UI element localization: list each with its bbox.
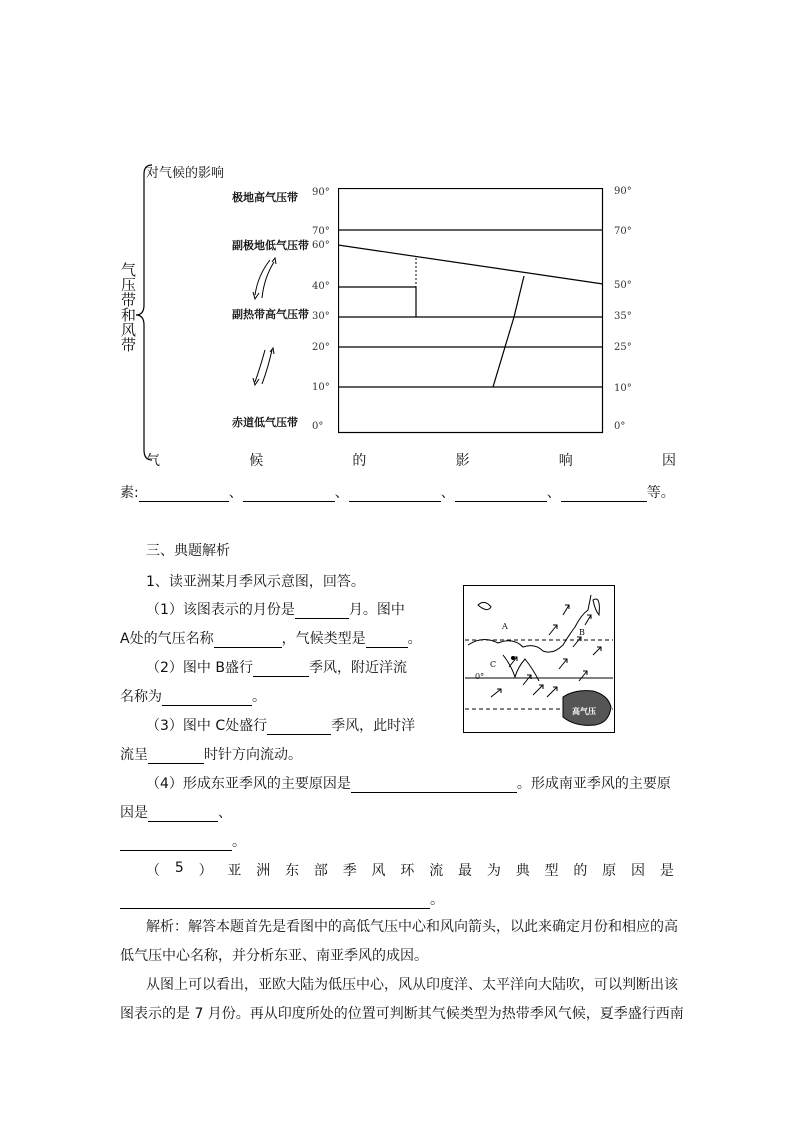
q1-1-text: 月。图中 [348, 602, 405, 618]
q1-4-text: 。形成南亚季风的主要原 [516, 776, 671, 792]
factor-blank-3[interactable] [349, 487, 441, 502]
south-asia-cause-blank-1[interactable] [148, 807, 218, 822]
q1-5-char: 5 [174, 860, 184, 876]
pressure-label-equatorial-low: 赤道低气压带 [232, 416, 298, 429]
factors-char: 候 [249, 453, 264, 469]
q1-5-char: 洲 [256, 863, 271, 879]
q1-5-end: 。 [430, 892, 444, 908]
left-degree-90: 90° [312, 187, 330, 198]
left-degree-20: 20° [312, 342, 330, 353]
separator: 、 [546, 485, 561, 501]
q1-4-text: 。 [232, 834, 246, 850]
q1-5-char: 季 [342, 863, 357, 879]
diagram-heading: 对气候的影响 [146, 166, 225, 181]
section-title: 三、典题解析 [146, 543, 230, 559]
monsoon-b-blank[interactable] [253, 662, 309, 677]
q1-part3-line1 [146, 715, 415, 735]
pressure-label-polar-high: 极地高气压带 [232, 191, 298, 204]
map-label-high: 高气压 [572, 707, 596, 716]
q1-part2-line1 [146, 657, 407, 677]
q1-5-char: 环 [400, 863, 415, 879]
q1-intro: 1、读亚洲某月季风示意图，回答。 [146, 574, 365, 590]
left-degree-30: 30° [312, 311, 330, 322]
q1-part1-line2 [120, 628, 422, 648]
factor-blank-1[interactable] [139, 487, 229, 502]
analysis-p1b: 低气压中心名称，并分析东亚、南亚季风的成因。 [120, 948, 428, 964]
q1-5-char: ） [198, 863, 213, 879]
pressure-label-subtropical-high: 副热带高气压带 [232, 308, 309, 321]
side-title: 气压带和风带 [119, 262, 137, 352]
q1-5-char: 风 [371, 863, 386, 879]
map-label-equator: 0° [475, 672, 485, 681]
factors-char: 气 [146, 453, 160, 469]
pressure-belt-diagram [338, 188, 604, 434]
q1-1-text: 。 [407, 631, 422, 647]
shift-arrows-icon [240, 200, 290, 420]
q1-3-text: 时针方向流动。 [204, 747, 302, 763]
factors-char: 影 [455, 453, 470, 469]
q1-5-char: 东 [285, 863, 300, 879]
factors-char: 因 [661, 453, 676, 469]
pressure-label-subpolar-low: 副极地低气压带 [232, 239, 309, 252]
q1-1-text: ，气候类型是 [281, 631, 366, 647]
climate-type-blank[interactable] [366, 633, 408, 648]
left-degree-0: 0° [312, 421, 324, 432]
right-degree-35: 35° [614, 311, 632, 322]
factors-spread-line [146, 450, 676, 470]
q1-5-char: 最 [458, 863, 473, 879]
separator: 、 [228, 485, 243, 501]
monsoon-c-blank[interactable] [267, 720, 331, 735]
pressure-name-blank[interactable] [214, 633, 282, 648]
q1-5-char: 是 [659, 863, 674, 879]
q1-3-text: 季风，此时洋 [331, 718, 416, 734]
factors-blanks-line [120, 482, 675, 502]
map-label-b: B [579, 628, 585, 637]
q1-1-text: A处的气压名称 [120, 631, 214, 647]
right-degree-10: 10° [614, 383, 632, 394]
q1-5-char: 流 [429, 863, 444, 879]
right-degree-0: 0° [614, 421, 626, 432]
q1-2-text: 名称为 [120, 689, 162, 705]
q1-5-char: 部 [313, 863, 328, 879]
q1-5-char: 为 [486, 863, 501, 879]
q1-part3-line2 [120, 744, 302, 764]
q1-5-char: 亚 [227, 863, 242, 879]
current-name-blank[interactable] [162, 691, 252, 706]
q1-3-text: （3）图中 C处盛行 [146, 718, 268, 734]
map-label-c: C [490, 660, 497, 669]
factors-char: 响 [558, 453, 573, 469]
q1-3-text: 流呈 [120, 747, 148, 763]
right-degree-50: 50° [614, 280, 632, 291]
right-degree-70: 70° [614, 226, 632, 237]
q1-5-char: 原 [602, 863, 617, 879]
left-degree-60: 60° [312, 240, 330, 251]
q1-2-text: 季风，附近洋流 [308, 660, 407, 676]
q1-5-char: 典 [515, 863, 530, 879]
q1-part5-line2 [120, 889, 444, 909]
south-asia-cause-blank-2[interactable] [120, 836, 232, 851]
separator: 、 [440, 485, 455, 501]
factors-char: 的 [352, 453, 367, 469]
left-degree-10: 10° [312, 382, 330, 393]
analysis-p2b: 图表示的是 7 月份。再从印度所处的位置可判断其气候类型为热带季风气候，夏季盛行西南 [120, 1006, 684, 1022]
factor-blank-5[interactable] [561, 487, 647, 502]
q1-4-text: 、 [218, 805, 232, 821]
month-blank[interactable] [295, 604, 349, 619]
factor-blank-4[interactable] [455, 487, 547, 502]
q1-part5-spread [146, 860, 674, 880]
east-asia-cause-blank[interactable] [351, 778, 517, 793]
analysis-p2: 从图上可以看出，亚欧大陆为低压中心，风从印度洋、太平洋向大陆吹，可以判断出该 [146, 977, 678, 993]
factor-blank-2[interactable] [243, 487, 335, 502]
left-degree-70: 70° [312, 226, 330, 237]
q1-1-text: （1）该图表示的月份是 [146, 602, 295, 618]
q1-5-char: 的 [573, 863, 588, 879]
q1-part4-line3 [120, 831, 246, 851]
q1-part4-line2 [120, 802, 232, 822]
q1-5-char: 因 [631, 863, 645, 879]
q1-part2-line2 [120, 686, 266, 706]
q1-5-char: （ [146, 863, 160, 879]
q1-4-text: 因是 [120, 805, 148, 821]
map-label-a: A [502, 622, 508, 631]
q1-2-text: 。 [252, 689, 266, 705]
analysis-p1: 解析：解答本题首先是看图中的高低气压中心和风向箭头，以此来确定月份和相应的高 [146, 919, 678, 935]
right-degree-25: 25° [614, 342, 632, 353]
q1-2-text: （2）图中 B盛行 [146, 660, 253, 676]
left-degree-40: 40° [312, 281, 330, 292]
factors-prefix: 素: [120, 485, 139, 501]
separator: 、 [334, 485, 349, 501]
q1-4-text: （4）形成东亚季风的主要原因是 [146, 776, 351, 792]
factors-suffix: 等。 [646, 485, 675, 501]
clockwise-blank[interactable] [148, 749, 204, 764]
q1-part4-line1 [146, 773, 671, 793]
right-degree-90: 90° [614, 186, 632, 197]
q1-part1-line1 [146, 599, 405, 619]
q1-5-char: 型 [544, 863, 559, 879]
east-typical-cause-blank[interactable] [120, 894, 430, 909]
